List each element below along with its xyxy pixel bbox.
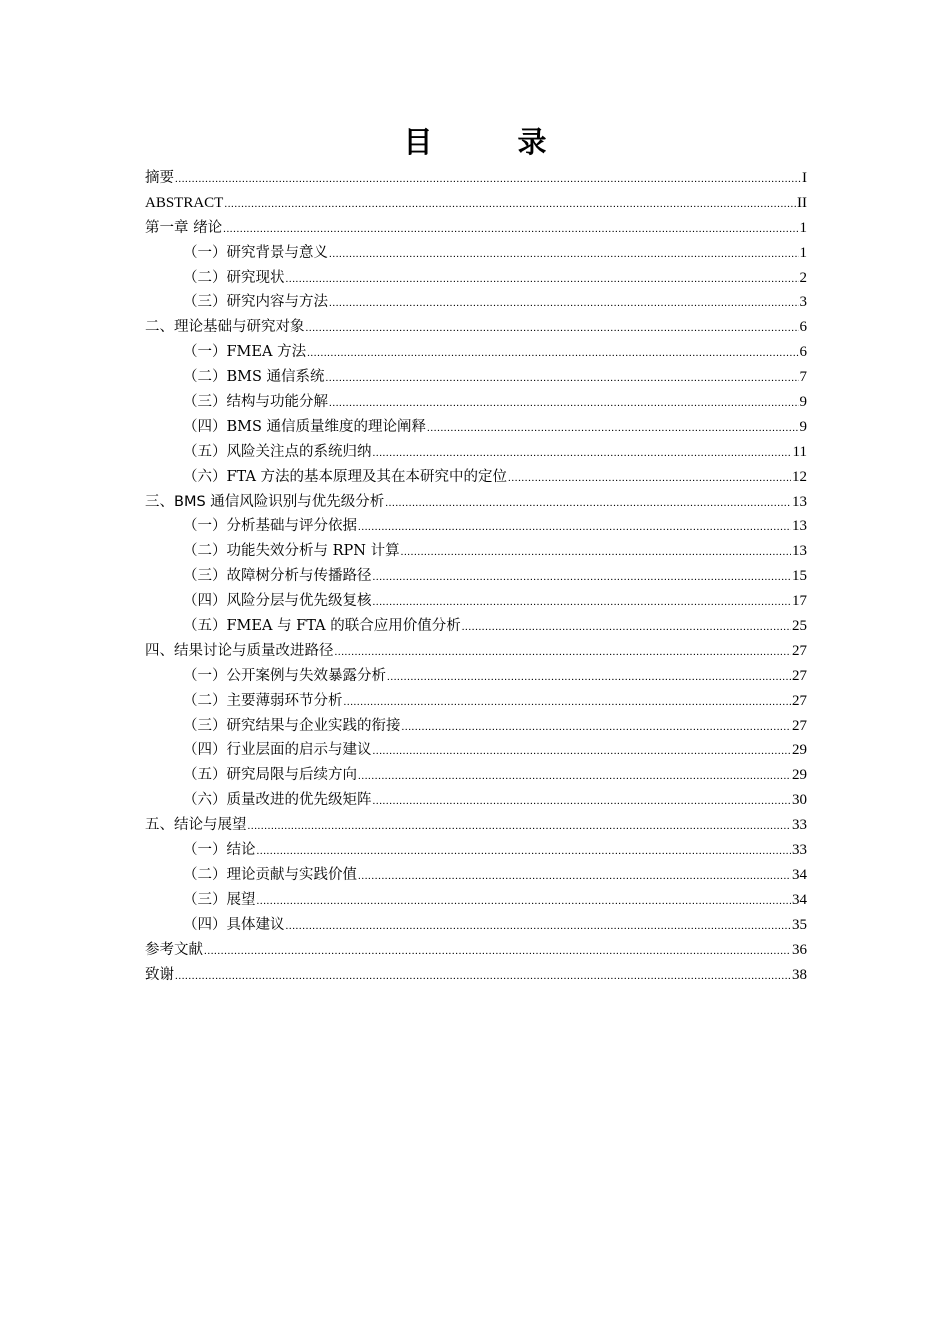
toc-entry-page: 17 [792,593,807,610]
toc-entry[interactable] [145,714,807,739]
toc-entry[interactable] [145,813,807,838]
toc-entry-page: 36 [792,941,807,958]
toc-leader [358,515,791,540]
toc-entry[interactable] [145,888,807,913]
toc-leader [402,715,792,740]
toc-entry-label: （二）主要薄弱环节分析 [183,692,343,709]
toc-entry-page: 9 [799,418,807,435]
toc-leader [373,565,792,590]
toc-entry-page: 38 [792,966,807,983]
page-title: 目 录 [403,125,575,159]
toc-entry[interactable] [145,465,807,490]
toc-entry-label: 三、BMS 通信风险识别与优先级分析 [145,493,385,510]
toc-entry-label: 五、结论与展望 [145,817,247,834]
toc-entry-page: 6 [799,319,807,336]
toc-entry-page: II [797,194,807,211]
toc-entry-page: 29 [792,767,807,784]
toc-leader [344,690,792,715]
toc-entry-page: 6 [799,344,807,361]
toc-entry-label: （二）研究现状 [183,269,285,286]
toc-entry-label: （一）分析基础与评分依据 [183,518,357,535]
toc-entry-page: 33 [792,842,807,859]
toc-entry-label: （五）研究局限与后续方向 [183,767,357,784]
toc-leader [387,665,791,690]
toc-entry-page: 15 [792,568,807,585]
toc-entry-label: （四）具体建议 [183,916,285,933]
toc-entry-label: （二）BMS 通信系统 [183,369,325,386]
toc-leader [373,441,792,466]
toc-entry[interactable] [145,838,807,863]
toc-entry[interactable] [145,390,807,415]
toc-entry-page: 27 [792,667,807,684]
toc-entry-page: 13 [792,543,807,560]
toc-entry-page: 25 [792,618,807,635]
toc-entry-label: ABSTRACT [145,194,224,211]
toc-leader [306,316,799,341]
toc-entry-page: 27 [792,692,807,709]
toc-entry[interactable] [145,241,807,266]
toc-entry[interactable] [145,216,807,241]
toc-entry-page: 11 [792,443,807,460]
toc-entry-page: 35 [792,916,807,933]
toc-entry-label: （三）故障树分析与传播路径 [183,568,372,585]
toc-leader [462,615,791,640]
toc-leader [223,217,798,242]
toc-entry-page: 29 [792,742,807,759]
toc-entry-label: 二、理论基础与研究对象 [145,319,305,336]
toc-entry-page: 13 [792,518,807,535]
toc-entry-label: 摘要 [145,170,174,186]
toc-entry[interactable] [145,440,807,465]
toc-leader [373,739,792,764]
toc-leader [373,590,792,615]
toc-entry-page: 34 [792,891,807,908]
toc-leader [329,391,799,416]
toc-entry-label: （二）理论贡献与实践价值 [183,866,357,883]
toc-entry[interactable] [145,589,807,614]
toc-entry-label: （一）FMEA 方法 [183,344,307,361]
toc-entry[interactable] [145,191,807,216]
toc-entry[interactable] [145,340,807,365]
toc-leader [329,291,799,316]
toc-leader [175,964,791,989]
toc-entry-label: （一）结论 [183,842,256,859]
toc-entry[interactable] [145,639,807,664]
toc-entry[interactable] [145,963,807,988]
toc-entry-page: 2 [799,269,807,286]
toc-entry-label: （二）功能失效分析与 RPN 计算 [183,543,400,560]
toc-entry-label: 致谢 [145,966,174,983]
toc-entry[interactable] [145,266,807,291]
toc-entry[interactable] [145,415,807,440]
toc-entry[interactable] [145,290,807,315]
toc-leader [385,491,791,516]
toc-entry-page: 1 [799,244,807,261]
toc-entry[interactable] [145,365,807,390]
toc-entry[interactable] [145,738,807,763]
toc-leader [401,540,791,565]
toc-entry-page: 3 [799,294,807,311]
toc-entry-label: （三）结构与功能分解 [183,394,328,411]
toc-entry-page: 12 [792,468,807,485]
toc-entry[interactable] [145,664,807,689]
toc-entry[interactable] [145,763,807,788]
table-of-contents [145,166,807,987]
toc-entry-label: 第一章 绪论 [145,219,223,236]
toc-entry-page: 30 [792,792,807,809]
toc-entry-label: （三）研究内容与方法 [183,294,328,311]
toc-entry[interactable] [145,689,807,714]
toc-entry[interactable] [145,614,807,639]
toc-entry[interactable] [145,938,807,963]
toc-entry-page: 33 [792,817,807,834]
toc-entry[interactable] [145,514,807,539]
toc-entry-label: （一）研究背景与意义 [183,244,328,261]
toc-leader [358,764,791,789]
toc-entry[interactable] [145,913,807,938]
toc-entry-label: （五）风险关注点的系统归纳 [183,443,372,460]
toc-leader [326,366,799,391]
toc-leader [248,814,792,839]
toc-entry-page: 7 [799,369,807,386]
toc-entry-label: （三）展望 [183,891,256,908]
toc-leader [204,939,791,964]
toc-entry-label: （一）公开案例与失效暴露分析 [183,667,386,684]
toc-leader [358,864,791,889]
toc-leader [335,640,792,665]
toc-leader [257,889,792,914]
toc-entry-page: 34 [792,866,807,883]
toc-entry-page: I [802,170,807,186]
toc-entry[interactable] [145,490,807,515]
toc-entry[interactable] [145,564,807,589]
toc-entry-label: （五）FMEA 与 FTA 的联合应用价值分析 [183,618,461,635]
toc-entry-label: （六）质量改进的优先级矩阵 [183,792,372,809]
toc-leader [329,242,799,267]
toc-leader [307,341,798,366]
toc-entry[interactable] [145,788,807,813]
toc-entry-label: （四）行业层面的启示与建议 [183,742,372,759]
toc-entry[interactable] [145,539,807,564]
toc-entry-page: 13 [792,493,807,510]
toc-leader [427,416,798,441]
toc-entry-label: （六）FTA 方法的基本原理及其在本研究中的定位 [183,468,508,485]
toc-leader [286,914,792,939]
toc-entry-page: 27 [792,642,807,659]
toc-leader [508,466,791,491]
toc-entry-label: 参考文献 [145,941,203,958]
toc-leader [373,789,792,814]
toc-leader [286,267,799,292]
toc-entry-label: （四）BMS 通信质量维度的理论阐释 [183,418,427,435]
toc-entry-page: 27 [792,717,807,734]
toc-entry[interactable] [145,166,807,191]
toc-leader [257,839,792,864]
toc-leader [175,167,801,192]
toc-entry[interactable] [145,863,807,888]
toc-leader [224,192,796,217]
toc-entry-label: （三）研究结果与企业实践的衔接 [183,717,401,734]
toc-entry-page: 9 [799,394,807,411]
toc-entry-page: 1 [799,219,807,236]
toc-entry-label: （四）风险分层与优先级复核 [183,593,372,610]
toc-entry-label: 四、结果讨论与质量改进路径 [145,642,334,659]
toc-entry[interactable] [145,315,807,340]
